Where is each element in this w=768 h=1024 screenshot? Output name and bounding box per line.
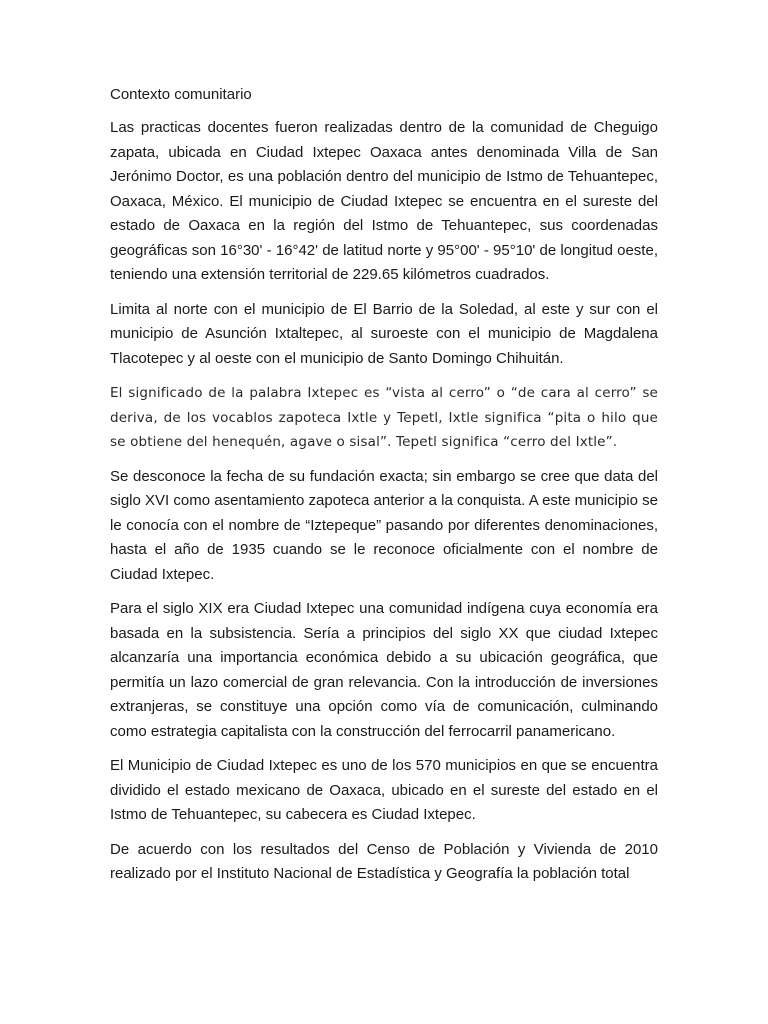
- paragraph-economy: Para el siglo XIX era Ciudad Ixtepec una comunidad indígena cuya economía era basada en la subsistencia. Sería a principios del siglo XX que ciudad Ixtepec alcanzaría una importancia económica debido a su ubicación geográfica, que permitía un lazo comercial de gran relevancia. Con la introducción de inversiones extranjeras, se constituye una opción como vía de comunicación, culminando como estrategia capitalista con la construcción del ferrocarril panamericano.: [110, 600, 658, 740]
- paragraph-municipality: El Municipio de Ciudad Ixtepec es uno de los 570 municipios en que se encuentra dividido el estado mexicano de Oaxaca, ubicado en el sureste del estado en el Istmo de Tehuantepec, su cabecera es Ciudad Ixtepec.: [110, 757, 658, 823]
- section-heading: Contexto comunitario: [110, 86, 252, 103]
- document-page: [110, 84, 658, 897]
- paragraph-etymology: El significado de la palabra Ixtepec es “vista al cerro” o “de cara al cerro” se deriva, de los vocablos zapoteca Ixtle y Tepetl, Ixtle significa “pita o hilo que se obtiene del henequén, agave o sisal”. Tepetl significa “cerro del Ixtle”.: [110, 385, 658, 450]
- paragraph-foundation: Se desconoce la fecha de su fundación exacta; sin embargo se cree que data del siglo XVI como asentamiento zapoteca anterior a la conquista. A este municipio se le conocía con el nombre de “Iztepeque” pasando por diferentes denominaciones, hasta el año de 1935 cuando se le reconoce oficialmente con el nombre de Ciudad Ixtepec.: [110, 467, 658, 583]
- paragraph-boundaries: Limita al norte con el municipio de El Barrio de la Soledad, al este y sur con el municipio de Asunción Ixtaltepec, al suroeste con el municipio de Magdalena Tlacotepec y al oeste con el municipio de Santo Domingo Chihuitán.: [110, 300, 658, 367]
- paragraph-census: De acuerdo con los resultados del Censo de Población y Vivienda de 2010 realizado por el Instituto Nacional de Estadística y Geografía la población total: [110, 840, 658, 882]
- paragraph-location: Las practicas docentes fueron realizadas dentro de la comunidad de Cheguigo zapata, ubicada en Ciudad Ixtepec Oaxaca antes denominada Villa de San Jerónimo Doctor, es una población dentro del municipio de Istmo de Tehuantepec, Oaxaca, México. El municipio de Ciudad Ixtepec se encuentra en el sureste del estado de Oaxaca en la región del Istmo de Tehuantepec, sus coordenadas geográficas son 16°30' - 16°42' de latitud norte y 95°00' - 95°10' de longitud oeste, teniendo una extensión territorial de 229.65 kilómetros cuadrados.: [110, 119, 658, 283]
